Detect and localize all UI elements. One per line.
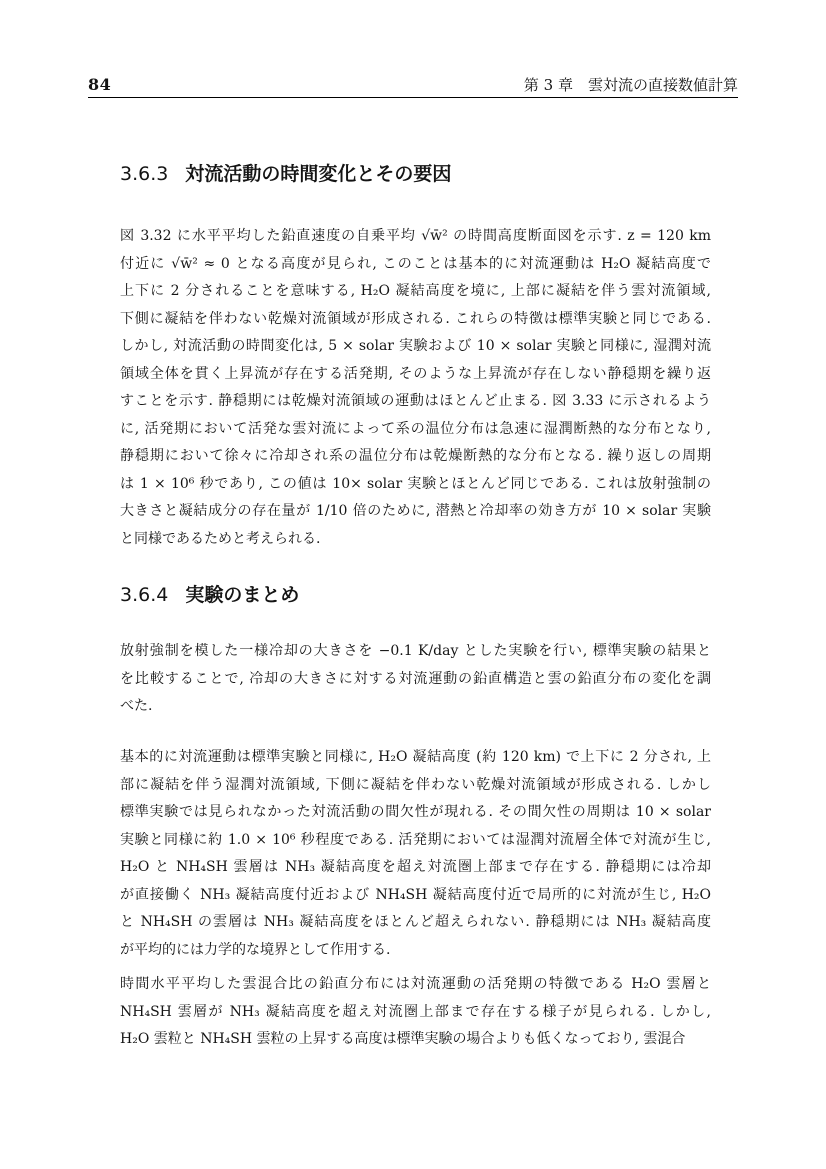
section-number: 3.6.4 xyxy=(120,584,169,606)
section-title: 実験のまとめ xyxy=(185,584,300,606)
header-rule xyxy=(88,97,738,98)
text-line: H₂O 雲粒と NH₄SH 雲粒の上昇する高度は標準実験の場合よりも低くなっており, 雲混合 xyxy=(120,1031,686,1047)
text-line: 標準実験では見られなかった対流活動の間欠性が現れる. その間欠性の周期は 10 × solar xyxy=(120,804,711,820)
text-line: しかし, 対流活動の時間変化は, 5 × solar 実験および 10 × solar 実験と同様に, 湿潤対流 xyxy=(120,338,711,354)
paragraph xyxy=(120,971,711,1054)
text-line: 領域全体を貫く上昇流が存在する活発期, そのような上昇流が存在しない静穏期を繰り返 xyxy=(120,365,711,382)
chapter-running-title: 第 3 章 雲対流の直接数値計算 xyxy=(523,76,738,94)
text-line: 部に凝結を伴う湿潤対流領域, 下側に凝結を伴わない乾燥対流領域が形成される. しかし xyxy=(120,776,711,793)
paragraph xyxy=(120,223,711,553)
text-line: に, 活発期において活発な雲対流によって系の温位分布は急速に湿潤断熱的な分布となり, xyxy=(120,420,711,437)
page-header xyxy=(88,74,738,95)
text-line: 静穏期において徐々に冷却され系の温位分布は乾燥断熱的な分布となる. 繰り返しの周期 xyxy=(120,448,711,464)
section-number: 3.6.3 xyxy=(120,163,169,185)
text-line: すことを示す. 静穏期には乾燥対流領域の運動はほとんど止まる. 図 3.33 に示されるよう xyxy=(120,393,711,409)
section-heading-3-6-3 xyxy=(120,162,711,186)
text-line: 実験と同様に約 1.0 × 10⁶ 秒程度である. 活発期においては湿潤対流層全体で対流が生じ, xyxy=(120,831,711,848)
text-line: べた. xyxy=(120,698,153,714)
text-line: 上下に 2 分されることを意味する, H₂O 凝結高度を境に, 上部に凝結を伴う雲対流領域, xyxy=(120,283,711,299)
text-line: 基本的に対流運動は標準実験と同様に, H₂O 凝結高度 (約 120 km) で上下に 2 分され, 上 xyxy=(120,749,711,765)
text-line: 時間水平平均した雲混合比の鉛直分布には対流運動の活発期の特徴である H₂O 雲層と xyxy=(120,976,711,992)
text-line: 下側に凝結を伴わない乾燥対流領域が形成される. これらの特徴は標準実験と同じである. xyxy=(120,310,711,327)
text-line: 付近に √w̄² ≈ 0 となる高度が見られ, このことは基本的に対流運動は H₂O 凝結高度で xyxy=(120,255,711,272)
text-line: を比較することで, 冷却の大きさに対する対流運動の鉛直構造と雲の鉛直分布の変化を調 xyxy=(120,670,711,687)
paragraph xyxy=(120,638,711,721)
text-line: 放射強制を模した一様冷却の大きさを −0.1 K/day とした実験を行い, 標準実験の結果と xyxy=(120,643,711,659)
section-title: 対流活動の時間変化とその要因 xyxy=(185,163,452,185)
text-line: 図 3.32 に水平平均した鉛直速度の自乗平均 √w̄² の時間高度断面図を示す. z = 120 km xyxy=(120,228,711,244)
section-heading-3-6-4 xyxy=(120,583,711,607)
page-number: 84 xyxy=(88,75,112,94)
text-line: 大きさと凝結成分の存在量が 1/10 倍のために, 潜熱と冷却率の効き方が 10 × solar 実験 xyxy=(120,503,711,519)
text-line: が直接働く NH₃ 凝結高度付近および NH₄SH 凝結高度付近で局所的に対流が生じ, H₂O xyxy=(120,886,711,903)
text-line: は 1 × 10⁶ 秒であり, この値は 10× solar 実験とほとんど同じである. これは放射強制の xyxy=(120,475,711,492)
text-line: と NH₄SH の雲層は NH₃ 凝結高度をほとんど超えられない. 静穏期には NH₃ 凝結高度 xyxy=(120,914,711,930)
paragraph xyxy=(120,744,711,964)
text-line: NH₄SH 雲層が NH₃ 凝結高度を超え対流圏上部まで存在する様子が見られる. しかし, xyxy=(120,1003,711,1020)
text-line: H₂O と NH₄SH 雲層は NH₃ 凝結高度を超え対流圏上部まで存在する. 静穏期には冷却 xyxy=(120,859,711,875)
text-line: が平均的には力学的な境界として作用する. xyxy=(120,941,391,958)
text-line: と同様であるためと考えられる. xyxy=(120,530,321,547)
